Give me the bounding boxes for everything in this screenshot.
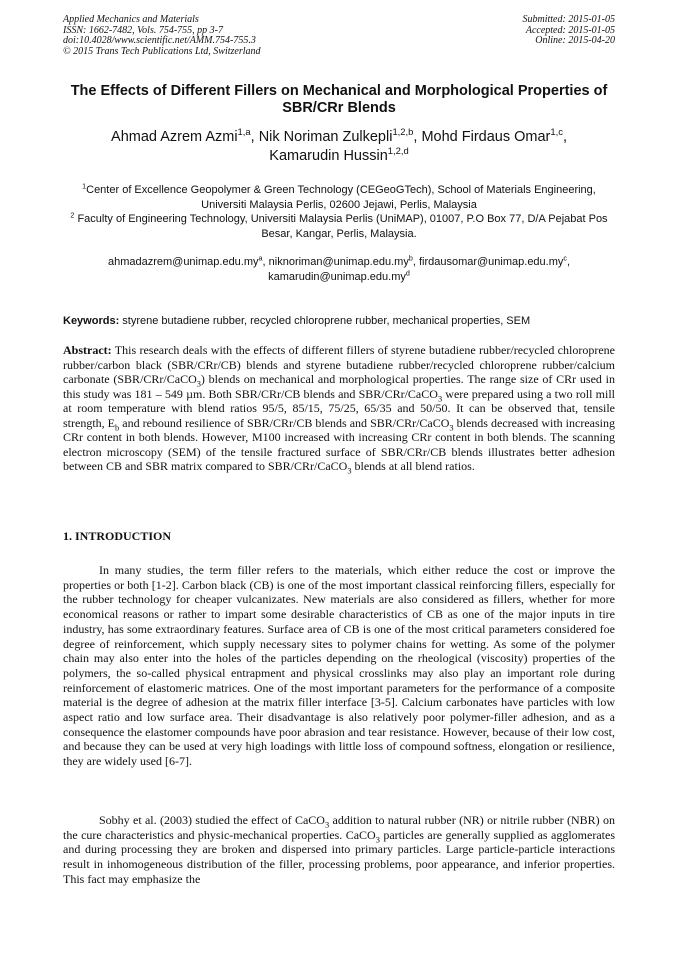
author-name: Kamarudin Hussin: [269, 148, 388, 164]
abstract: Abstract: This research deals with the effects of different fillers of styrene butadiene rubber/recycled chloroprene rubber/carbon black (SBR/CRr/CB) blends and styrene butadiene rubber/recycled chloroprene rubber/calcium carbonate (SBR/CRr/CaCO$_3$) blends on mechanical and morphological properties. The range size of CRr used in this study was 181 – 549 µm. Both SBR/CRr/CB blends and SBR/CRr/CaCO$_3$ were prepared using a two roll mill at room temperature with blend ratios 95/5, 85/15, 75/25, 65/35 and 50/50. It can be observed that, tensile strength, $E_b$ and rebound resilience of SBR/CRr/CB blends and SBR/CRr/CaCO$_3$ blends decreased with increasing CRr content in both blends. However, M100 increased with increasing CRr content in both blends. The scanning electron microscopy (SEM) of the tensile fractured surface of SBR/CRr/CB blends illustrates better adhesion between CB and SBR matrix compared to SBR/CRr/CaCO$_3$ blends at all blend ratios.: [63, 343, 615, 476]
paper-title: The Effects of Different Fillers on Mechanical and Morphological Properties of SBR/CRr Blends: [70, 83, 608, 116]
keywords: [63, 314, 615, 328]
email-link[interactable]: ahmadazrem@unimap.edu.my: [107, 256, 259, 268]
affiliation-2: $^2$ Faculty of Engineering Technology, Universiti Malaysia Perlis (UniMAP), 01007, P.O Box 77, D/A Pejabat Pos Besar, Kangar, Perlis, Malaysia.: [70, 211, 608, 240]
intro-paragraph-2: Sobhy et al. (2003) studied the effect of CaCO$_3$ addition to natural rubber (NR) or nitrile rubber (NBR) on the cure characteristics and physic-mechanical properties. CaCO$_3$ particles are generally supplied as agglomerates and during processing they are broken and dispersed into primary particles. Large particle-particle interactions result in inhomogeneous distribution of the filler, processing problems, poor appearance, and inferior properties. This fact may emphasize the: [63, 813, 615, 886]
keywords-text: styrene butadiene rubber, recycled chloroprene rubber, mechanical properties, SEM: [119, 315, 531, 327]
submitted-date: Submitted: 2015-01-05: [522, 14, 615, 25]
author-affiliation-mark: 1,2,d: [387, 145, 409, 157]
journal-header: [63, 15, 261, 57]
author-name: Nik Noriman Zulkepli: [258, 129, 393, 145]
author-emails: $ahmadazrem@unimap.edu.my^a$, $niknoriman@unimap.edu.my^b$, $firdausomar@unimap.edu.my^c$, $kamarudin@unimap.edu.my^d$: [107, 254, 571, 283]
email-link[interactable]: niknoriman@unimap.edu.my: [268, 256, 409, 268]
journal-doi: doi:10.4028/www.scientific.net/AMM.754-755.3: [63, 35, 256, 46]
author-affiliation-mark: 1,2,b: [392, 126, 414, 138]
journal-copyright: © 2015 Trans Tech Publications Ltd, Switzerland: [63, 45, 261, 57]
online-date: Online: 2015-04-20: [535, 35, 615, 46]
accepted-date: Accepted: 2015-01-05: [525, 24, 615, 36]
author-list: Ahmad Azrem Azmi$^{1,a}$, Nik Noriman Zulkepli$^{1,2,b}$, Mohd Firdaus Omar$^{1,c}$, Kamarudin Hussin$^{1,2,d}$: [111, 126, 567, 164]
author-affiliation-mark: 1,c: [550, 126, 563, 138]
intro-paragraph-1: In many studies, the term filler refers to the materials, which either reduce the cost or improve the properties or both [1-2]. Carbon black (CB) is one of the most important classical reinforcing fillers, especially for the rubber technology for cheaper vulcanizates. New materials are also considered as fillers, whether for more economical reasons or rather to impart some desirable characteristics of CB as one of the major inputs in tire industry, has some extraordinary features. Surface area of CB is one of the most critical parameters considered foe degree of reinforcement, which supply necessary sites to polymer chains for wetting. As some of the polymer chain may also enter into the holes of the particles depending on the rheological (viscosity) properties of the polymers, the so-called physical entrapment and physical crosslinks may also play an important role during reinforcement of elastomeric matrices. One of the most important parameters for the performance of a composite material is the degree of adhesion at the matrix filler interface [3-5]. Calcium carbonates have particles with low aspect ratio and low surface area. Their disadvantage is also relatively poor polymer-filler adhesion, and as a consequence the elastomer compounds have poor abrasion and tear resistance. However, because of their low cost, and because they can be used at very high loadings with little loss of compound softness, elongation or resilience, they are widely used [6-7].: [63, 563, 615, 769]
abstract-label: Abstract:: [63, 343, 112, 357]
email-link[interactable]: kamarudin@unimap.edu.my: [268, 270, 406, 283]
dates-header: [523, 15, 616, 47]
journal-issn: ISSN: 1662-7482, Vols. 754-755, pp 3-7: [63, 24, 223, 36]
email-link[interactable]: firdausomar@unimap.edu.my: [418, 256, 564, 268]
author-affiliation-mark: 1,a: [237, 126, 251, 138]
affiliation-1: $^1$Center of Excellence Geopolymer & Green Technology (CEGeoGTech), School of Materials Engineering, Universiti Malaysia Perlis, 02600 Jejawi, Perlis, Malaysia: [82, 182, 596, 211]
author-name: Mohd Firdaus Omar: [421, 129, 551, 145]
affiliations: [63, 183, 615, 241]
keywords-label: Keywords:: [63, 315, 120, 327]
journal-name: Applied Mechanics and Materials: [63, 14, 199, 25]
author-name: Ahmad Azrem Azmi: [111, 129, 238, 145]
section-heading: 1. INTRODUCTION: [63, 529, 172, 543]
